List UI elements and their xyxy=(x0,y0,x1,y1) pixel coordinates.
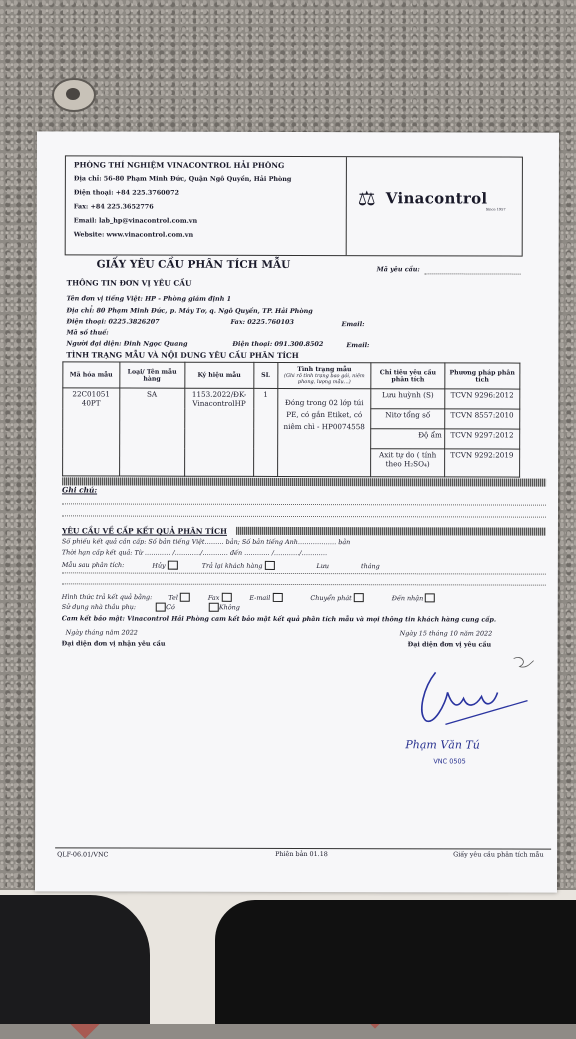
cell-criteria: Độ ẩm xyxy=(371,429,444,449)
form-code: QLF-06.01/VNC xyxy=(57,850,109,859)
sub-yes-checkbox[interactable] xyxy=(156,603,166,612)
d-email-checkbox[interactable] xyxy=(272,593,282,602)
delivery-line xyxy=(62,592,435,602)
cell-mark: 1153.2022/ĐK-VinacontrolHP xyxy=(184,388,253,476)
subcontractor-line xyxy=(62,602,240,611)
opt-return-checkbox[interactable] xyxy=(264,561,274,570)
sub-no-checkbox[interactable] xyxy=(209,603,219,612)
cell-criteria: Nitơ tổng số xyxy=(371,409,444,429)
after-analysis-line xyxy=(62,560,380,570)
after-line xyxy=(62,572,546,574)
tax-code: Mã số thuế: xyxy=(66,328,109,337)
deadline-line: Thời hạn cấp kết quả: Từ ………… /…………/………… đến ………… /…………/………… xyxy=(61,548,328,558)
cell-method: TCVN 9297:2012 xyxy=(444,429,519,449)
lab-email: Email: lab_hp@vinacontrol.com.vn xyxy=(73,216,198,225)
requester-section-title: THÔNG TIN ĐƠN VỊ YÊU CẦU xyxy=(66,278,192,288)
d-pickup-label: Đến nhận xyxy=(391,593,424,602)
shoe-right xyxy=(215,900,576,1024)
after-line xyxy=(62,583,546,585)
sub-no-label: Không xyxy=(218,603,240,612)
opt-destroy-label: Hủy xyxy=(152,561,166,570)
cell-criteria: Lưu huỳnh (S) xyxy=(371,389,444,409)
cell-type: SA xyxy=(119,388,184,476)
col-status-title: Tình trạng mẫu xyxy=(297,366,352,374)
lab-fax: Fax: +84 225.3652776 xyxy=(73,202,154,211)
cell-method: TCVN 9292:2019 xyxy=(444,449,519,477)
note-line xyxy=(62,503,546,505)
d-post-checkbox[interactable] xyxy=(354,593,364,602)
note-line xyxy=(62,515,546,517)
cell-criteria: Axit tự do ( tính theo H₂SO₄) xyxy=(371,449,444,477)
opt-destroy-checkbox[interactable] xyxy=(168,561,178,570)
col-mark: Ký hiệu mẫu xyxy=(185,362,254,388)
opt-keep-label: Lưu xyxy=(316,561,330,570)
representative: Người đại diện: Đinh Ngọc Quang xyxy=(66,339,188,348)
d-post-label: Chuyển phát xyxy=(310,593,352,602)
lab-address: Địa chỉ: 56-80 Phạm Minh Đức, Quận Ngô Quyền, Hải Phòng xyxy=(73,174,292,183)
col-code: Mã hóa mẫu xyxy=(63,362,120,388)
result-section-title: YÊU CẦU VỀ CẤP KẾT QUẢ PHÂN TÍCH xyxy=(61,526,227,536)
delivery-label: Hình thức trả kết quả bằng: xyxy=(61,592,153,602)
col-method: Phương pháp phân tích xyxy=(444,363,519,389)
request-code-label: Mã yêu cầu: xyxy=(376,265,420,274)
col-type: Loại/ Tên mẫu hàng xyxy=(120,362,185,388)
lab-name: PHÒNG THÍ NGHIỆM VINACONTROL HẢI PHÒNG xyxy=(73,160,285,170)
section-divider-hatch xyxy=(236,527,546,536)
d-tel-label: Tel xyxy=(168,593,178,602)
unit-phone: Điện thoại: 0225.3826207 xyxy=(66,317,160,326)
request-code-line xyxy=(425,273,521,274)
cell-method: TCVN 8557:2010 xyxy=(444,409,519,429)
header-box xyxy=(65,155,523,256)
table-row xyxy=(63,388,520,409)
rep-receive-label: Đại diện đơn vị nhận yêu cầu xyxy=(61,639,166,648)
unit-email-label: Email: xyxy=(341,320,365,329)
unit-fax: Fax: 0225.760103 xyxy=(230,317,294,326)
cell-qty: 1 xyxy=(253,388,277,476)
col-qty: SL xyxy=(254,362,278,388)
signer-name: Phạm Văn Tú xyxy=(405,738,480,752)
lab-website: Website: www.vinacontrol.com.vn xyxy=(73,230,194,239)
d-fax-label: Fax xyxy=(207,593,220,602)
document-title: GIẤY YÊU CẦU PHÂN TÍCH MẪU xyxy=(96,258,291,271)
sub-yes-label: Có xyxy=(166,603,175,612)
date-right: Ngày 15 tháng 10 năm 2022 xyxy=(399,629,493,638)
opt-month-label: tháng xyxy=(361,561,380,570)
sample-table xyxy=(62,361,520,477)
d-email-label: E-mail xyxy=(249,593,271,602)
form-doc-name: Giấy yêu cầu phân tích mẫu xyxy=(453,850,544,859)
screw-icon xyxy=(52,78,96,112)
col-status-note: (Ghi rõ tình trạng bao gói, niêm phong, lượng mẫu…) xyxy=(283,372,365,386)
table-header-row xyxy=(63,362,520,389)
signer-code: VNC 0505 xyxy=(433,757,466,766)
opt-return-label: Trả lại khách hàng xyxy=(201,561,263,570)
cell-code: 22C01051 40PT xyxy=(63,388,120,476)
d-fax-checkbox[interactable] xyxy=(221,593,231,602)
document-page xyxy=(35,131,559,892)
copies-line: Số phiếu kết quả cần cấp: Số bản tiếng Việt……… bản; Số bản tiếng Anh……………… bản xyxy=(61,537,351,547)
sample-section-title: TÌNH TRẠNG MẪU VÀ NỘI DUNG YÊU CẦU PHÂN TÍCH xyxy=(66,350,299,361)
subcon-label: Sử dụng nhà thầu phụ: xyxy=(61,602,137,612)
confidentiality-commitment: Cam kết bảo mật: Vinacontrol Hải Phòng cam kết bảo mật kết quả phân tích mẫu và mọi thông tin khách hàng cung cấp. xyxy=(61,614,497,624)
date-left: Ngày tháng năm 2022 xyxy=(65,628,138,637)
d-pickup-checkbox[interactable] xyxy=(425,593,435,602)
unit-name: Tên đơn vị tiếng Việt: HP - Phòng giám định 1 xyxy=(66,294,232,303)
d-tel-checkbox[interactable] xyxy=(180,593,190,602)
scales-icon: ⚖ xyxy=(357,186,376,211)
cell-status: Đóng trong 02 lớp túi PE, có gắn Etiket, có niêm chì - HP0074558 xyxy=(277,388,371,476)
shoe-left xyxy=(0,895,150,1024)
col-status xyxy=(277,362,371,388)
rep-email: Email: xyxy=(346,341,370,350)
after-label: Mẫu sau phân tích: xyxy=(61,560,125,570)
note-label: Ghi chú: xyxy=(62,485,98,495)
col-criteria: Chỉ tiêu yêu cầu phân tích xyxy=(371,363,444,389)
form-version: Phiên bản 01.18 xyxy=(275,849,328,859)
section-divider-hatch xyxy=(62,477,546,486)
header-divider xyxy=(346,157,347,255)
lab-phone: Điện thoại: +84 225.3760072 xyxy=(73,188,179,197)
logo-since: Since 1957 xyxy=(485,207,506,212)
handwritten-signature xyxy=(405,652,535,732)
cell-method: TCVN 9296:2012 xyxy=(444,389,519,409)
vinacontrol-logo xyxy=(358,187,518,219)
unit-address: Địa chỉ: 80 Phạm Minh Đức, p. Máy Tơ, q. Ngô Quyền, TP. Hải Phòng xyxy=(66,306,313,316)
rep-request-label: Đại diện đơn vị yêu cầu xyxy=(407,640,492,649)
rep-phone: Điện thoại: 091.300.8502 xyxy=(232,339,324,349)
logo-text: Vinacontrol xyxy=(385,189,488,208)
